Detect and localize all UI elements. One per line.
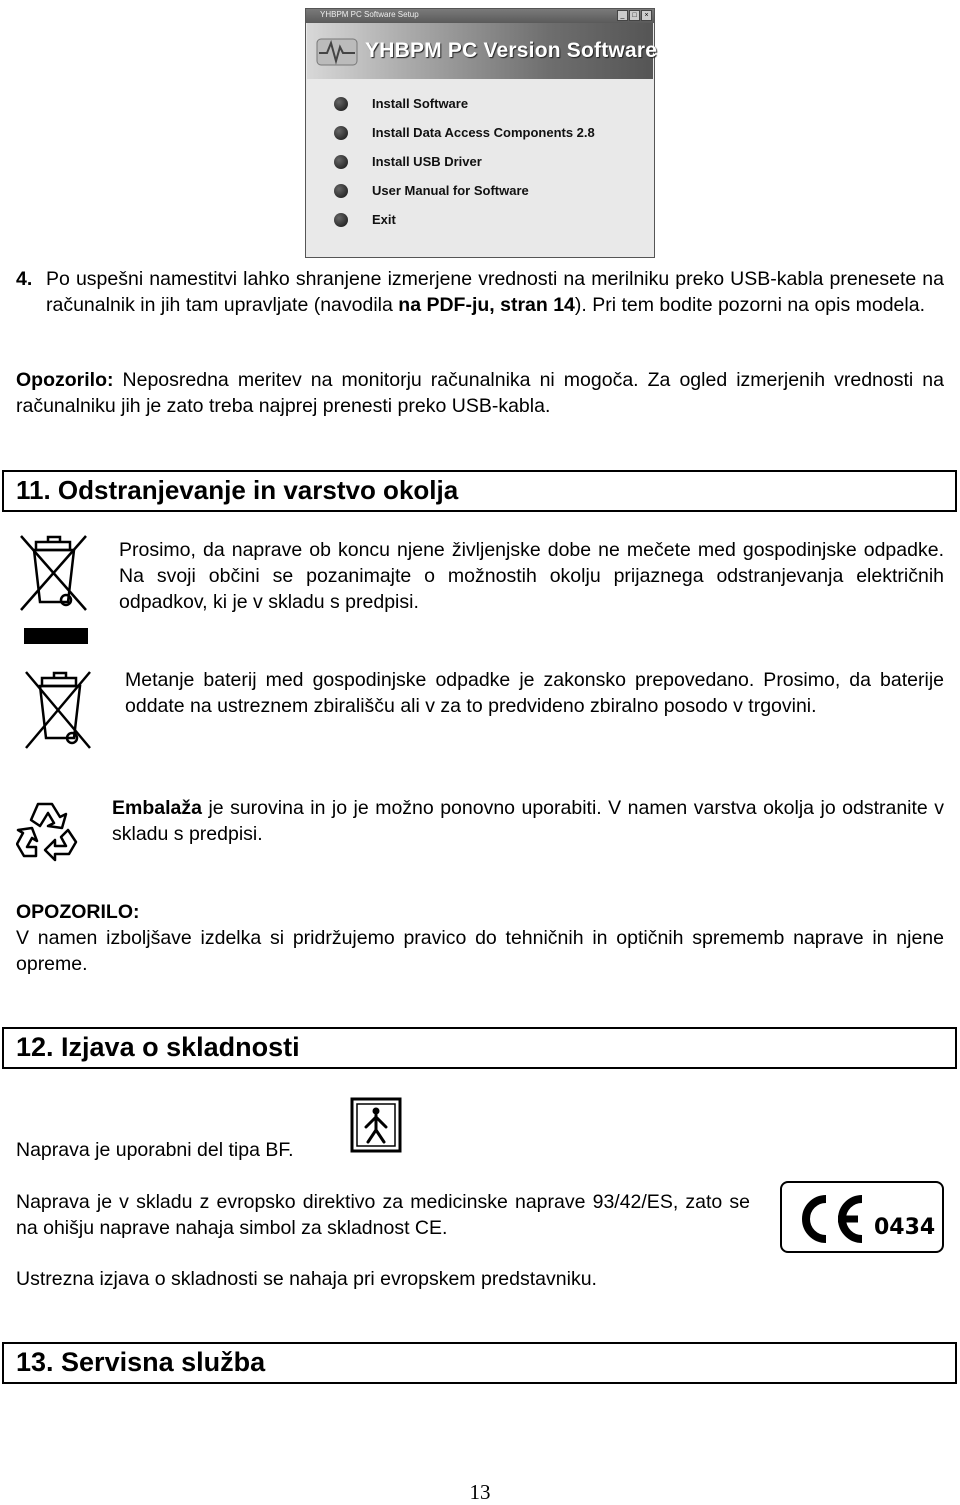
warning-paragraph: Opozorilo: Neposredna meritev na monitorju računalnika ni mogoča. Za ogled izmerjenih vrednosti na računalniku jih je zato treba najprej prenesti preko USB-kabla.	[16, 369, 944, 417]
section12-heading	[2, 1027, 957, 1069]
window-controls	[617, 10, 652, 21]
heartbeat-logo-icon	[315, 33, 359, 69]
installer-banner-title: YHBPM PC Version Software	[365, 39, 658, 62]
menu-install-software[interactable]: Install Software	[334, 89, 595, 118]
weee-paragraph: Prosimo, da naprave ob koncu njene življenjske dobe ne mečete med gospodinjske odpadke. Na svoji občini se pozanimajte o možnostih okolju prijaznega odstranjevanja električnih odpadkov, ki je v skladu s predpisi.	[119, 539, 944, 613]
bullet-icon	[334, 126, 348, 140]
installer-banner	[307, 23, 658, 79]
battery-paragraph: Metanje baterij med gospodinjske odpadke je zakonsko prepovedano. Prosimo, da baterije oddate na ustreznem zbirališču ali v za to predvideno zbiralno posodo v trgovini.	[125, 669, 944, 717]
installer-titlebar	[306, 9, 654, 23]
ce-logo-icon	[792, 1193, 868, 1245]
menu-install-usb-driver[interactable]: Install USB Driver	[334, 147, 595, 176]
representative-paragraph: Ustrezna izjava o skladnosti se nahaja pri evropskem predstavniku.	[16, 1268, 597, 1290]
battery-bin-icon	[22, 668, 94, 752]
warning2-paragraph: V namen izboljšave izdelka si pridržujemo pravico do tehničnih in optičnih sprememb naprave in njene opreme.	[16, 927, 944, 975]
installer-window-title: YHBPM PC Software Setup	[320, 10, 419, 19]
bullet-icon	[334, 213, 348, 227]
section12-title: 12. Izjava o skladnosti	[16, 1032, 300, 1062]
menu-install-data-access[interactable]: Install Data Access Components 2.8	[334, 118, 595, 147]
minimize-icon[interactable]: _	[617, 10, 628, 21]
step4-number: 4.	[16, 268, 33, 290]
ce-number: 0434	[874, 1215, 936, 1240]
section13-title: 13. Servisna služba	[16, 1347, 266, 1377]
bullet-icon	[334, 184, 348, 198]
menu-user-manual[interactable]: User Manual for Software	[334, 176, 595, 205]
page-number: 13	[469, 1480, 491, 1504]
section11-title: 11. Odstranjevanje in varstvo okolja	[16, 475, 459, 505]
bf-paragraph: Naprava je uporabni del tipa BF.	[16, 1139, 294, 1161]
menu-exit[interactable]: Exit	[334, 205, 595, 234]
maximize-icon[interactable]: □	[629, 10, 640, 21]
section11-heading	[2, 470, 957, 512]
close-icon[interactable]: ×	[641, 10, 652, 21]
warning2-label: OPOZORILO:	[16, 901, 140, 923]
ce-paragraph: Naprava je v skladu z evropsko direktivo za medicinske naprave 93/42/ES, zato se na ohišju naprave nahaja simbol za skladnost CE.	[16, 1191, 750, 1239]
weee-bin-icon	[18, 528, 90, 648]
bullet-icon	[334, 97, 348, 111]
installer-window	[305, 8, 658, 258]
recycle-icon	[16, 800, 80, 862]
packaging-paragraph: Embalaža je surovina in jo je možno ponovno uporabiti. V namen varstva okolja jo odstranite v skladu s predpisi.	[112, 797, 944, 845]
installer-menu	[334, 89, 595, 234]
bullet-icon	[334, 155, 348, 169]
ce-mark-badge	[780, 1181, 944, 1253]
type-bf-icon	[350, 1097, 402, 1153]
step4-paragraph: Po uspešni namestitvi lahko shranjene izmerjene vrednosti na merilniku preko USB-kabla prenesete na računalnik in jih tam upravljate (navodila na PDF-ju, stran 14). Pri tem bodite pozorni na opis modela.	[46, 268, 944, 316]
section13-heading	[2, 1342, 957, 1384]
